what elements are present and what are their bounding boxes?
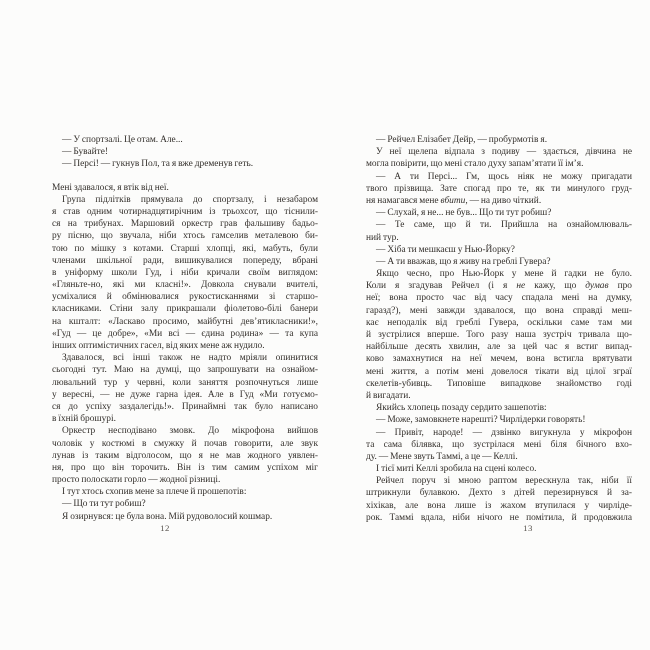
text-line: Якщо чесно, про Нью-Йорк у мене й гадки не було.	[376, 269, 632, 280]
page-number-left: 12	[160, 523, 170, 533]
text-line: Група підлітків прямувала до спортзалу, і незабаром	[62, 194, 318, 205]
text-line: та сама білявка, що зустрілася мені біля бічного вхо-	[366, 439, 632, 450]
page-number-right: 13	[523, 523, 533, 533]
text-line: сьогодні тут. Маю на думці, що запрошувати на ознайом-	[52, 365, 318, 376]
text-line: У неї щелепа відпала з подиву — здається, дівчина не	[376, 147, 632, 158]
text-line: — А ти вважав, що я живу на греблі Гувера?	[376, 256, 551, 267]
text-line: усміхалися й обмінювалися рукостисканнями зі старшо-	[52, 292, 318, 303]
page-right	[366, 134, 632, 524]
text-line: в уніформу школи Гуд, і ніби кричали своїм виглядом:	[52, 267, 318, 278]
text-line: Я озирнувся: це була вона. Мій рудоволосий кошмар.	[62, 511, 273, 522]
text-line: Мені здавалося, я втік від неї.	[52, 182, 169, 193]
text-line: — У спортзалі. Це отам. Але...	[62, 135, 183, 145]
text-line: й вигадати.	[366, 390, 411, 401]
text-line: я став одним чотирнадцятирічним із трьохсот, що тіснили-	[52, 206, 318, 217]
text-line: неї; вона просто час від часу спадала мені на думку,	[366, 293, 632, 304]
text-line: твого прізвища. Зате спогад про те, як ти минулого груд-	[366, 183, 632, 194]
text-line: класниками. Стіни залу прикрашали фіолетово-білі банери	[52, 304, 318, 315]
text-line: могла повірити, що мені стало духу запам’ятати її ім’я.	[366, 159, 584, 170]
text-line: ся на трибунах. Маршовий оркестр грав фальшиву бадьо-	[52, 219, 318, 230]
text-line: — Може, замовкнете нарешті? Чирлідерки говорять!	[376, 415, 586, 426]
page-lines	[366, 134, 632, 524]
text-line: тою по мішку з котами. Старші хлопці, які, мабуть, були	[52, 243, 318, 254]
text-line: ний тур.	[366, 232, 399, 243]
text-line: штрикнули булавкою. Дехто з дітей перезирнувся й за-	[366, 488, 632, 499]
text-line: лунав із таким відголосом, що я не мав жодного уявлен-	[52, 450, 318, 461]
text-line: — А ти Персі... Гм, щось ніяк не можу пригадати	[376, 171, 632, 182]
text-line: — Що ти тут робиш?	[62, 499, 146, 510]
text-line: хіхікав, але вона лише із жахом втупилася у чирліде-	[366, 500, 632, 511]
text-line: Якийсь хлопець позаду сердито зашепотів:	[376, 403, 547, 414]
text-line: на кшталт: «Ласкаво просимо, майбутні дев’ятикласники!»,	[52, 316, 318, 327]
text-line: Рейчел поруч зі мною раптом верескнула так, ніби її	[376, 476, 632, 487]
text-line: у вересні, — не дуже гарна ідея. Але в Гуд «Ми готуємо-	[52, 389, 318, 400]
text-line: «Гуд — це добре», «Ми всі — єдина родина» — та купа	[52, 328, 318, 339]
text-line: мені життя, а потім мені довелося тікати від цілої зграї	[366, 366, 632, 377]
text-line: — Привіт, народе! — дзвінко вигукнула у мікрофон	[376, 427, 632, 438]
text-line: — Бувайте!	[62, 147, 109, 158]
text-line: — Те саме, що й ти. Прийшла на ознайомлюваль-	[376, 220, 632, 231]
text-line: — Персі! — гукнув Пол, та я вже дременув геть.	[62, 159, 254, 170]
text-line: — Слухай, я не... не був... Що ти тут робиш?	[376, 208, 552, 219]
text-line: ня, про що він торочить. Він із тим самим успіхом міг	[52, 462, 318, 473]
text-line: членами шкільної ради, вишикувалися попереду, вбрані	[52, 255, 318, 266]
text-line: інших оптимістичних гасел, від яких мене аж нудило.	[52, 341, 265, 351]
text-line: в їхній брошурі.	[52, 414, 116, 425]
text-line: Здавалося, всі інші також не надто мріяли опинитися	[62, 353, 318, 364]
text-line: «Гляньте-но, які ми класні!». Довкола снували вчителі,	[52, 280, 318, 291]
text-line: найбільше десять хвилин, але за цей час я встиг випад-	[366, 342, 632, 353]
text-line: й зустрілися вперше. Того разу наша зустріч тривала що-	[366, 330, 632, 340]
text-line: ся до успіху заздалегідь!». Принаймні так було написано	[52, 401, 318, 412]
text-line: Оркестр несподівано змовк. До мікрофона вийшов	[62, 426, 318, 437]
text-line: — Хіба ти мешкаєш у Нью-Йорку?	[376, 244, 515, 255]
text-line: ру пісню, що звучала, ніби хтось гамселив металевою би-	[52, 231, 318, 242]
text-line: ково замахнутися на неї мечем, вона встигла врятувати	[366, 354, 632, 365]
text-line: рок. Таммі вдала, ніби нічого не помітила, й продовжила	[366, 512, 632, 523]
text-line: ня намагався мене вбити, — на диво чіткий.	[366, 195, 542, 206]
text-line: лювальний тур у червні, коли заняття розпочнуться лише	[52, 377, 318, 388]
text-line: І тієї миті Келлі зробила на сцені колесо.	[376, 464, 537, 475]
text-line: скелетів-убивць. Типовіше випадкове знайомство годі	[366, 378, 632, 389]
text-line: кає неподалік від греблі Гувера, оскільки саме там ми	[366, 317, 632, 328]
text-line: чоловік у костюмі в смужку й почав говорити, але звук	[52, 438, 318, 449]
text-line: просто полоскати горло — жодної різниці.	[52, 475, 221, 486]
page-lines	[52, 134, 318, 523]
text-line: Коли я згадував Рейчел (і я не кажу, що думав про	[366, 281, 632, 292]
text-line: — Рейчел Елізабет Дейр, — пробурмотів я.	[376, 135, 548, 145]
text-line: І тут хтось схопив мене за плече й прошепотів:	[62, 487, 247, 498]
text-line: ду. — Мене звуть Таммі, а це — Келлі.	[366, 451, 518, 462]
text-line: гаразд?), мені завжди здавалося, що вона справді меш-	[366, 305, 632, 316]
page-left	[52, 134, 318, 523]
